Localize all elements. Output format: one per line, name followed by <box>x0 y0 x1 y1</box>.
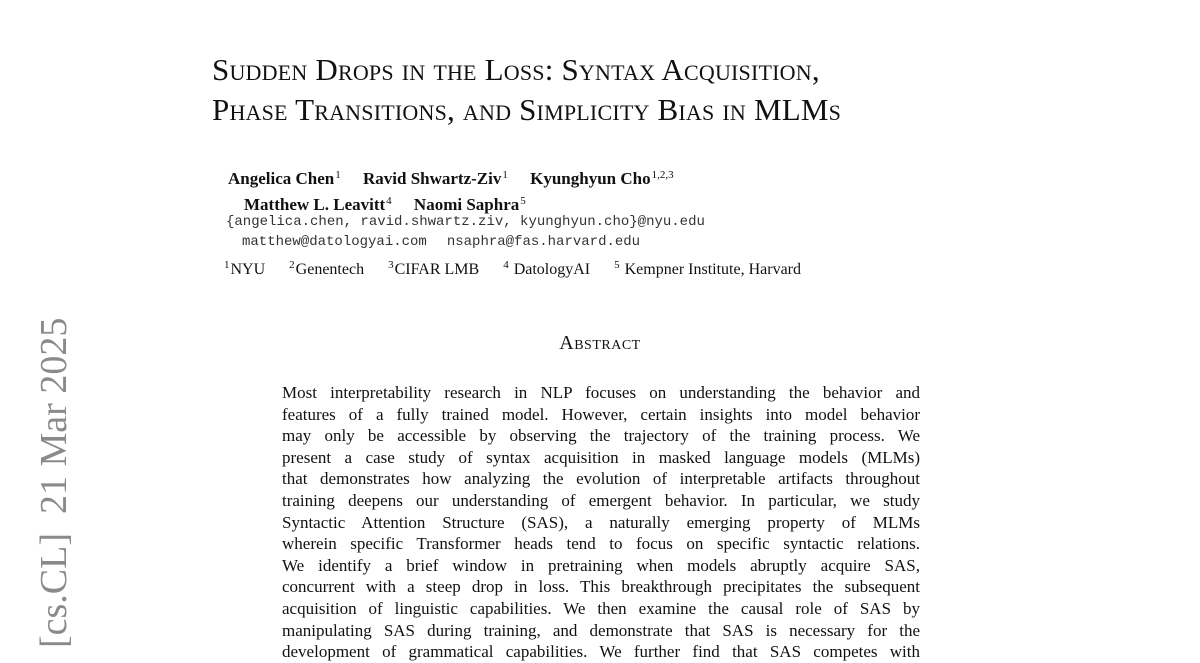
paper-title <box>212 50 1032 130</box>
author-name: Matthew L. Leavitt$^4$ <box>244 195 392 214</box>
abstract-heading: Abstract <box>559 332 641 354</box>
affiliation: $^3$CIFAR LMB <box>388 259 480 278</box>
affiliation: $^1$NYU <box>224 259 266 278</box>
abstract-line: acquisition of linguistic capabilities. We then examine the causal role of SAS by <box>282 598 920 618</box>
author-name: Angelica Chen$^1$ <box>228 169 341 188</box>
affiliation: $^4$ DatologyAI <box>503 259 591 278</box>
email-leavitt: matthew@datologyai.com <box>242 234 427 250</box>
abstract-line: manipulating SAS during training, and demonstrate that SAS is necessary for the <box>282 620 920 640</box>
author-emails <box>226 212 705 252</box>
affiliations <box>224 254 821 281</box>
arxiv-stamp-text: [cs.CL] 21 Mar 2025 <box>33 317 75 648</box>
abstract-body <box>282 382 920 663</box>
abstract-line: features of a fully trained model. However, certain insights into model behavior <box>282 404 920 424</box>
email-saphra: nsaphra@fas.harvard.edu <box>446 234 641 250</box>
affiliation: $^2$Genentech <box>289 259 365 278</box>
author-list <box>228 164 988 216</box>
abstract-line: We identify a brief window in pretraining when models abruptly acquire SAS, <box>282 555 920 575</box>
abstract-line: development of grammatical capabilities. We further find that SAS competes with <box>282 642 920 662</box>
affiliation: $^5$ Kempner Institute, Harvard <box>614 259 802 278</box>
author-name: Ravid Shwartz-Ziv$^1$ <box>363 169 508 188</box>
abstract-line: that demonstrates how analyzing the evolution of interpretable artifacts throughout <box>282 469 920 489</box>
title-line-2: Phase Transitions, and Simplicity Bias in MLMs <box>212 92 842 127</box>
title-line-1: Sudden Drops in the Loss: Syntax Acquisition, <box>212 52 820 87</box>
arxiv-stamp-svg <box>26 300 78 648</box>
abstract-line: may only be accessible by observing the trajectory of the training process. We <box>282 426 920 446</box>
arxiv-side-stamp <box>26 300 78 648</box>
author-row-1 <box>228 164 988 190</box>
abstract-line: Most interpretability research in NLP focuses on understanding the behavior and <box>282 383 920 402</box>
author-name: Naomi Saphra$^5$ <box>413 195 526 214</box>
abstract-line: wherein specific Transformer heads tend to focus on specific syntactic relations. <box>282 534 920 554</box>
email-line-1: {angelica.chen, ravid.shwartz.ziv, kyunghyun.cho}@nyu.edu <box>226 214 705 230</box>
abstract-line: concurrent with a steep drop in loss. This breakthrough precipitates the subsequent <box>282 577 920 597</box>
email-line-2 <box>226 232 705 252</box>
abstract-line: present a case study of syntax acquisition in masked language models (MLMs) <box>282 447 920 467</box>
abstract-line: Syntactic Attention Structure (SAS), a naturally emerging property of MLMs <box>282 512 920 532</box>
author-name: Kyunghyun Cho$^{1,2,3}$ <box>530 169 674 188</box>
abstract-line: training deepens our understanding of emergent behavior. In particular, we study <box>282 490 920 510</box>
